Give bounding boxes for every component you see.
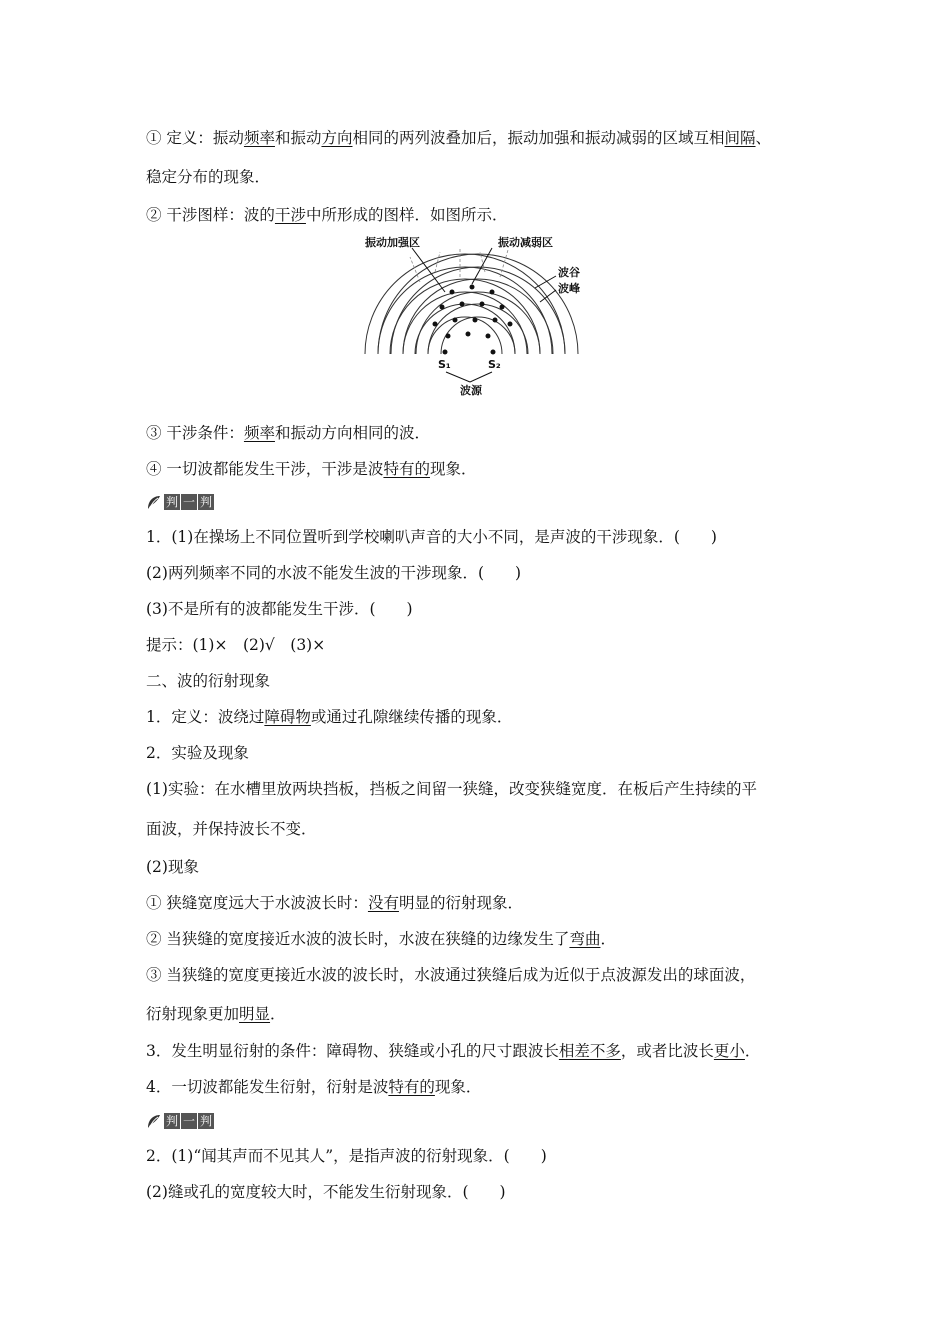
- judge-badge-1: 判 一 判: [146, 493, 215, 511]
- interference-diagram: [360, 232, 582, 402]
- phenomenon-2: ② 当狭缝的宽度接近水波的波长时，水波在狭缝的边缘发生了弯曲．: [146, 930, 616, 948]
- blank-unique: 特有的: [383, 460, 430, 478]
- leaf-icon: [146, 1113, 162, 1129]
- judge-badge-2: 判 一 判: [146, 1112, 215, 1130]
- diffraction-condition: 3．发生明显衍射的条件：障碍物、狭缝或小孔的尺寸跟波长相差不多，或者比波长更小．: [146, 1042, 761, 1060]
- blank-frequency: 频率: [243, 129, 275, 147]
- question-2-2: (2)缝或孔的宽度较大时，不能发生衍射现象．( ): [146, 1183, 506, 1201]
- question-2-1: 2．(1)“闻其声而不见其人”，是指声波的衍射现象．( ): [146, 1147, 547, 1165]
- diffraction-definition: 1．定义：波绕过障碍物或通过孔隙继续传播的现象．: [146, 708, 513, 726]
- question-1-2: (2)两列频率不同的水波不能发生波的干涉现象．( ): [146, 564, 522, 582]
- label-s2: S₂: [488, 358, 501, 371]
- blank-none: 没有: [367, 894, 399, 912]
- blank-smaller: 更小: [713, 1042, 745, 1060]
- phenomenon-3: ③ 当狭缝的宽度更接近水波的波长时，水波通过狭缝后成为近似于点波源发出的球面波，: [146, 966, 756, 984]
- label-crest: 波峰: [558, 282, 580, 295]
- section-heading-diffraction: 二、波的衍射现象: [146, 672, 271, 690]
- definition-line-cont: 稳定分布的现象．: [146, 168, 271, 186]
- phenomenon-3-cont: 衍射现象更加明显．: [146, 1005, 286, 1023]
- experiment-line: (1)实验：在水槽里放两块挡板，挡板之间留一狭缝，改变狭缝宽度．在板后产生持续的平: [146, 780, 757, 798]
- label-source: 波源: [460, 384, 482, 397]
- all-waves-line: ④ 一切波都能发生干涉，干涉是波特有的现象．: [146, 460, 477, 478]
- label-s1: S₁: [438, 358, 451, 371]
- experiment-line-cont: 面波，并保持波长不变．: [146, 820, 317, 838]
- pattern-line: ② 干涉图样：波的干涉中所形成的图样．如图所示．: [146, 206, 508, 224]
- blank-unique-2: 特有的: [388, 1078, 435, 1096]
- blank-frequency-2: 频率: [243, 424, 275, 442]
- blank-interval: 间隔: [724, 129, 756, 147]
- hint-line: 提示：(1)× (2)√ (3)×: [146, 636, 326, 654]
- blank-bend: 弯曲: [569, 930, 601, 948]
- all-waves-diffraction: 4．一切波都能发生衍射，衍射是波特有的现象．: [146, 1078, 482, 1096]
- experiment-heading: 2．实验及现象: [146, 744, 249, 762]
- blank-obvious: 明显: [239, 1005, 271, 1023]
- question-1-3: (3)不是所有的波都能发生干涉．( ): [146, 600, 413, 618]
- label-strong-region: 振动加强区: [365, 236, 420, 249]
- phenomenon-1: ① 狭缝宽度远大于水波波长时：没有明显的衍射现象．: [146, 894, 523, 912]
- condition-line: ③ 干涉条件：频率和振动方向相同的波．: [146, 424, 430, 442]
- leaf-icon: [146, 494, 162, 510]
- blank-interference: 干涉: [274, 206, 306, 224]
- label-weak-region: 振动减弱区: [498, 236, 553, 249]
- definition-line: ① 定义：振动频率和振动方向相同的两列波叠加后，振动加强和振动减弱的区域互相间隔、: [146, 129, 772, 147]
- blank-similar: 相差不多: [558, 1042, 621, 1060]
- blank-direction: 方向: [321, 129, 353, 147]
- label-trough: 波谷: [558, 266, 580, 279]
- wave-crests: [365, 254, 578, 354]
- question-1-1: 1．(1)在操场上不同位置听到学校喇叭声音的大小不同，是声波的干涉现象．( ): [146, 528, 717, 546]
- blank-obstacle: 障碍物: [264, 708, 311, 726]
- phenomenon-heading: (2)现象: [146, 858, 199, 876]
